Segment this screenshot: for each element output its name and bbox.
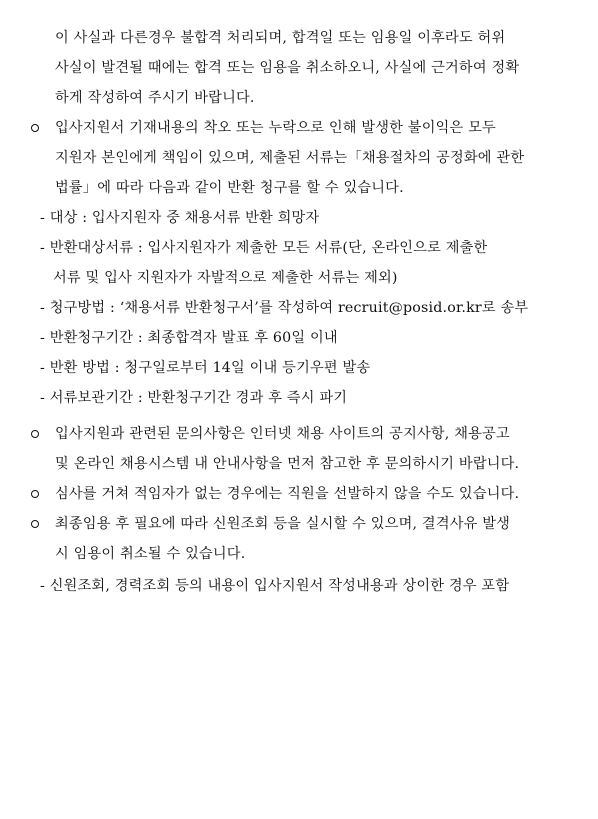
list-item: - 청구방법 : ‘채용서류 반환청구서’를 작성하여 recruit@posid.or.kr로 송부	[40, 300, 529, 316]
text-line: 이 사실과 다른경우 불합격 처리되며, 합격일 또는 임용일 이후라도 허위	[55, 30, 506, 46]
text-line: 입사지원과 관련된 문의사항은 인터넷 채용 사이트의 공지사항, 채용공고	[55, 426, 510, 442]
circle-bullet-icon	[31, 490, 39, 498]
text-line: 시 임용이 취소될 수 있습니다.	[55, 546, 246, 562]
text-line: 심사를 거쳐 적임자가 없는 경우에는 직원을 선발하지 않을 수도 있습니다.	[55, 486, 520, 502]
text-line: 및 온라인 채용시스템 내 안내사항을 먼저 참고한 후 문의하시기 바랍니다.	[55, 456, 520, 472]
list-item-continuation: 서류 및 입사 지원자가 자발적으로 제출한 서류는 제외)	[53, 270, 398, 286]
text-line: 사실이 발견될 때에는 합격 또는 임용을 취소하오니, 사실에 근거하여 정확	[55, 60, 520, 76]
list-item: - 서류보관기간 : 반환청구기간 경과 후 즉시 파기	[40, 390, 348, 406]
circle-bullet-icon	[31, 124, 39, 132]
circle-bullet-icon	[31, 520, 39, 528]
text-line: 최종임용 후 필요에 따라 신원조회 등을 실시할 수 있으며, 결격사유 발생	[55, 516, 511, 532]
text-line: 법률」에 따라 다음과 같이 반환 청구를 할 수 있습니다.	[55, 180, 404, 196]
circle-bullet-icon	[31, 430, 39, 438]
list-item: - 반환 방법 : 청구일로부터 14일 이내 등기우편 발송	[40, 360, 371, 376]
list-item: - 신원조회, 경력조회 등의 내용이 입사지원서 작성내용과 상이한 경우 포함	[40, 578, 510, 594]
text-line: 지원자 본인에게 책임이 있으며, 제출된 서류는「채용절차의 공정화에 관한	[55, 150, 525, 166]
list-item: - 반환청구기간 : 최종합격자 발표 후 60일 이내	[40, 330, 338, 346]
text-line: 입사지원서 기재내용의 착오 또는 누락으로 인해 발생한 불이익은 모두	[55, 120, 496, 136]
list-item: - 반환대상서류 : 입사지원자가 제출한 모든 서류(단, 온라인으로 제출한	[40, 240, 488, 256]
list-item: - 대상 : 입사지원자 중 채용서류 반환 희망자	[40, 210, 320, 226]
text-line: 하게 작성하여 주시기 바랍니다.	[55, 90, 255, 106]
